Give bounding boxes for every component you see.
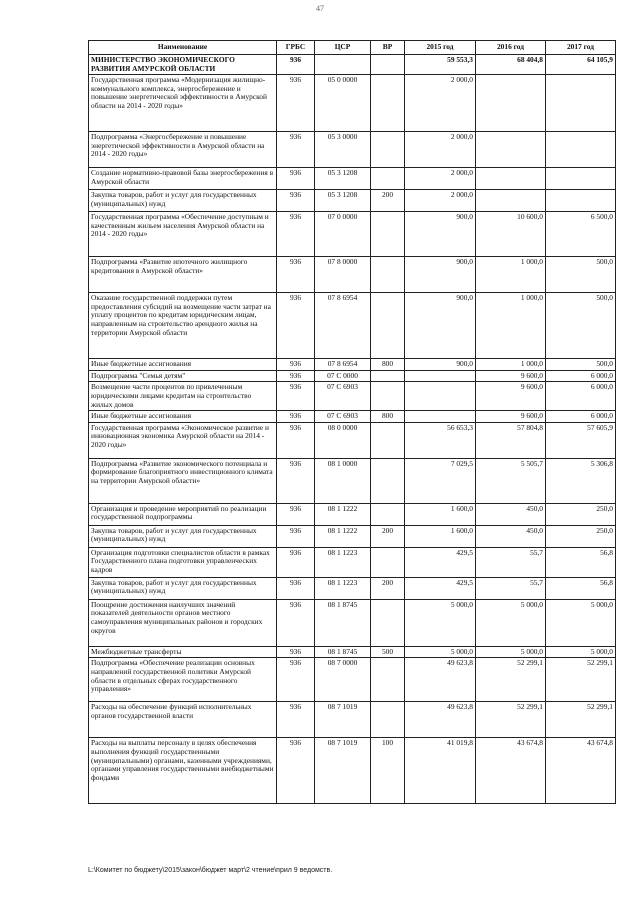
table-row [89, 525, 616, 547]
cell-2017: 500,0 [546, 359, 616, 371]
cell-2015: 49 623,8 [405, 658, 476, 702]
cell-grbs: 936 [277, 293, 315, 359]
cell-grbs: 936 [277, 370, 315, 382]
cell-2015: 5 000,0 [405, 646, 476, 658]
cell-2016: 55,7 [476, 547, 546, 577]
cell-2015: 41 019,8 [405, 738, 476, 804]
cell-2015: 5 000,0 [405, 599, 476, 646]
cell-2015: 59 553,3 [405, 55, 476, 75]
cell-vr [371, 382, 405, 411]
cell-vr [371, 75, 405, 132]
cell-vr [371, 702, 405, 738]
cell-2015: 2 000,0 [405, 168, 476, 190]
cell-grbs: 936 [277, 702, 315, 738]
cell-vr [371, 293, 405, 359]
cell-vr: 500 [371, 646, 405, 658]
cell-2016: 1 000,0 [476, 359, 546, 371]
cell-vr [371, 132, 405, 168]
cell-csr: 08 1 1222 [315, 503, 371, 525]
cell-csr: 08 1 0000 [315, 458, 371, 503]
cell-grbs: 936 [277, 75, 315, 132]
cell-2015: 429,5 [405, 547, 476, 577]
table-row [89, 132, 616, 168]
table-row [89, 212, 616, 257]
cell-vr [371, 257, 405, 293]
table-row [89, 702, 616, 738]
table-row [89, 411, 616, 423]
cell-name: Подпрограмма «Развитие экономического потенциала и формирование благоприятного инвестиционного климата на территории Амурской области» [89, 458, 277, 503]
cell-grbs: 936 [277, 422, 315, 458]
cell-2016: 9 600,0 [476, 411, 546, 423]
cell-2017: 500,0 [546, 293, 616, 359]
cell-2017: 56,8 [546, 577, 616, 599]
table-row [89, 547, 616, 577]
cell-name: Закупка товаров, работ и услуг для государственных (муниципальных) нужд [89, 577, 277, 599]
footer-file-path: L:\Комитет по бюджету\2015\закон\бюджет март\2 чтение\прил 9 ведомств. [88, 867, 333, 874]
cell-vr: 100 [371, 738, 405, 804]
cell-2017: 6 000,0 [546, 370, 616, 382]
cell-csr: 08 7 0000 [315, 658, 371, 702]
cell-2017: 57 605,9 [546, 422, 616, 458]
cell-csr: 07 0 0000 [315, 212, 371, 257]
cell-2017: 5 306,8 [546, 458, 616, 503]
cell-2016: 5 000,0 [476, 646, 546, 658]
cell-2017 [546, 75, 616, 132]
cell-2016 [476, 190, 546, 212]
cell-grbs: 936 [277, 503, 315, 525]
cell-vr: 200 [371, 577, 405, 599]
cell-name: Возмещение части процентов по привлеченным юридическими лицами кредитам на строительство жилых домов [89, 382, 277, 411]
cell-grbs: 936 [277, 547, 315, 577]
cell-grbs: 936 [277, 168, 315, 190]
cell-name: Государственная программа «Обеспечение доступным и качественным жильем населения Амурской области на 2014 - 2020 годы» [89, 212, 277, 257]
cell-2016: 52 299,1 [476, 702, 546, 738]
header-2017: 2017 год [546, 41, 616, 55]
table-row [89, 599, 616, 646]
cell-csr: 08 1 1223 [315, 547, 371, 577]
cell-2016: 10 600,0 [476, 212, 546, 257]
cell-grbs: 936 [277, 382, 315, 411]
cell-vr [371, 168, 405, 190]
cell-2016: 5 000,0 [476, 599, 546, 646]
table-row [89, 359, 616, 371]
cell-grbs: 936 [277, 458, 315, 503]
cell-grbs: 936 [277, 658, 315, 702]
cell-2016: 57 804,8 [476, 422, 546, 458]
cell-2016: 43 674,8 [476, 738, 546, 804]
header-vr: ВР [371, 41, 405, 55]
table-row [89, 293, 616, 359]
cell-2015: 900,0 [405, 293, 476, 359]
cell-csr: 08 7 1019 [315, 738, 371, 804]
cell-name: Расходы на выплаты персоналу в целях обеспечения выполнения функций государственными (муниципальными) органами, казенными учреждениями, органами управления государственными внебюджетными фондами [89, 738, 277, 804]
table-row [89, 382, 616, 411]
cell-name: Государственная программа «Экономическое развитие и инновационная экономика Амурской области на 2014 - 2020 годы» [89, 422, 277, 458]
cell-vr: 800 [371, 411, 405, 423]
table-row [89, 190, 616, 212]
table-row [89, 503, 616, 525]
cell-2016: 9 600,0 [476, 382, 546, 411]
cell-grbs: 936 [277, 525, 315, 547]
cell-name: Межбюджетные трансферты [89, 646, 277, 658]
cell-csr: 07 С 0000 [315, 370, 371, 382]
cell-2017: 6 000,0 [546, 382, 616, 411]
header-grbs: ГРБС [277, 41, 315, 55]
cell-2017: 52 299,1 [546, 658, 616, 702]
cell-grbs: 936 [277, 411, 315, 423]
cell-2015: 56 653,3 [405, 422, 476, 458]
cell-2016: 68 404,8 [476, 55, 546, 75]
cell-2017: 250,0 [546, 525, 616, 547]
table-row [89, 577, 616, 599]
cell-2017: 250,0 [546, 503, 616, 525]
cell-2015 [405, 370, 476, 382]
cell-2015: 49 623,8 [405, 702, 476, 738]
cell-2017 [546, 168, 616, 190]
cell-name: Закупка товаров, работ и услуг для государственных (муниципальных) нужд [89, 525, 277, 547]
table-row [89, 75, 616, 132]
cell-2015: 2 000,0 [405, 132, 476, 168]
cell-2015: 900,0 [405, 359, 476, 371]
cell-name: Иные бюджетные ассигнования [89, 411, 277, 423]
table-row [89, 646, 616, 658]
cell-2015 [405, 411, 476, 423]
cell-name: Иные бюджетные ассигнования [89, 359, 277, 371]
cell-csr: 05 0 0000 [315, 75, 371, 132]
cell-csr: 08 1 1223 [315, 577, 371, 599]
cell-2016: 5 505,7 [476, 458, 546, 503]
cell-name: Подпрограмма «Энергосбережение и повышение энергетической эффективности в Амурской области на 2014 - 2020 годы» [89, 132, 277, 168]
cell-2016 [476, 75, 546, 132]
cell-csr: 07 8 6954 [315, 293, 371, 359]
cell-csr: 07 С 6903 [315, 382, 371, 411]
table-row [89, 658, 616, 702]
cell-name: МИНИСТЕРСТВО ЭКОНОМИЧЕСКОГО РАЗВИТИЯ АМУРСКОЙ ОБЛАСТИ [89, 55, 277, 75]
cell-grbs: 936 [277, 359, 315, 371]
cell-vr [371, 458, 405, 503]
cell-2016: 52 299,1 [476, 658, 546, 702]
cell-vr [371, 212, 405, 257]
cell-2017: 5 000,0 [546, 599, 616, 646]
cell-vr [371, 370, 405, 382]
cell-grbs: 936 [277, 132, 315, 168]
table-row [89, 168, 616, 190]
cell-name: Создание нормативно-правовой базы энергосбережения в Амурской области [89, 168, 277, 190]
cell-name: Подпрограмма "Семья детям" [89, 370, 277, 382]
cell-2017: 56,8 [546, 547, 616, 577]
cell-2015: 1 600,0 [405, 525, 476, 547]
cell-2016 [476, 168, 546, 190]
cell-2015: 429,5 [405, 577, 476, 599]
cell-csr [315, 55, 371, 75]
header-2015: 2015 год [405, 41, 476, 55]
cell-grbs: 936 [277, 599, 315, 646]
cell-2017 [546, 132, 616, 168]
header-csr: ЦСР [315, 41, 371, 55]
cell-csr: 08 1 1222 [315, 525, 371, 547]
budget-table [88, 40, 616, 804]
cell-2017 [546, 190, 616, 212]
cell-csr: 05 3 1208 [315, 190, 371, 212]
cell-csr: 08 1 8745 [315, 599, 371, 646]
cell-csr: 08 7 1019 [315, 702, 371, 738]
cell-grbs: 936 [277, 738, 315, 804]
cell-2016: 450,0 [476, 503, 546, 525]
cell-vr [371, 547, 405, 577]
table-row [89, 257, 616, 293]
header-2016: 2016 год [476, 41, 546, 55]
table-body [89, 55, 616, 804]
cell-vr: 200 [371, 525, 405, 547]
cell-grbs: 936 [277, 646, 315, 658]
cell-2016: 55,7 [476, 577, 546, 599]
cell-2015: 2 000,0 [405, 75, 476, 132]
cell-csr: 08 0 0000 [315, 422, 371, 458]
cell-name: Организация и проведение мероприятий по реализации государственной подпрограммы [89, 503, 277, 525]
table-row [89, 738, 616, 804]
cell-csr: 05 3 0000 [315, 132, 371, 168]
cell-csr: 07 8 6954 [315, 359, 371, 371]
cell-vr: 800 [371, 359, 405, 371]
cell-name: Поощрение достижения наилучших значений показателей деятельности органов местного самоуправления муниципальных районов и городских округов [89, 599, 277, 646]
cell-vr [371, 503, 405, 525]
cell-2017: 43 674,8 [546, 738, 616, 804]
header-name: Наименование [89, 41, 277, 55]
table-row [89, 370, 616, 382]
cell-2017: 6 000,0 [546, 411, 616, 423]
cell-2017: 500,0 [546, 257, 616, 293]
table-header-row [89, 41, 616, 55]
cell-grbs: 936 [277, 55, 315, 75]
cell-2015: 2 000,0 [405, 190, 476, 212]
cell-2017: 64 105,9 [546, 55, 616, 75]
cell-2016: 450,0 [476, 525, 546, 547]
cell-2015: 900,0 [405, 212, 476, 257]
cell-csr: 05 3 1208 [315, 168, 371, 190]
cell-2016: 1 000,0 [476, 293, 546, 359]
cell-vr [371, 658, 405, 702]
page-number: 47 [316, 4, 324, 13]
table-row [89, 422, 616, 458]
cell-2016: 9 600,0 [476, 370, 546, 382]
cell-name: Организация подготовки специалистов области в рамках Государственного плана подготовки управленческих кадров [89, 547, 277, 577]
cell-grbs: 936 [277, 257, 315, 293]
cell-2017: 6 500,0 [546, 212, 616, 257]
cell-vr [371, 599, 405, 646]
cell-csr: 08 1 8745 [315, 646, 371, 658]
cell-2015: 7 029,5 [405, 458, 476, 503]
cell-2015 [405, 382, 476, 411]
cell-2017: 52 299,1 [546, 702, 616, 738]
cell-name: Расходы на обеспечение функций исполнительных органов государственной власти [89, 702, 277, 738]
cell-2016: 1 000,0 [476, 257, 546, 293]
cell-grbs: 936 [277, 190, 315, 212]
cell-grbs: 936 [277, 577, 315, 599]
cell-name: Закупка товаров, работ и услуг для государственных (муниципальных) нужд [89, 190, 277, 212]
cell-grbs: 936 [277, 212, 315, 257]
cell-name: Оказание государственной поддержки путем предоставления субсидий на возмещение части затрат на уплату процентов по кредитам юридическим лицам, направленным на строительство арендного жилья на территории Амурской области [89, 293, 277, 359]
cell-name: Подпрограмма «Обеспечение реализации основных направлений государственной политики Амурской области в отдельных сферах государственного управления» [89, 658, 277, 702]
cell-2017: 5 000,0 [546, 646, 616, 658]
cell-csr: 07 С 6903 [315, 411, 371, 423]
cell-vr [371, 55, 405, 75]
cell-name: Государственная программа «Модернизация жилищно-коммунального комплекса, энергосбережение и повышение энергетической эффективности в Амурской области на 2014 - 2020 годы» [89, 75, 277, 132]
cell-vr [371, 422, 405, 458]
cell-2015: 900,0 [405, 257, 476, 293]
table-row [89, 458, 616, 503]
cell-2016 [476, 132, 546, 168]
cell-csr: 07 8 0000 [315, 257, 371, 293]
cell-vr: 200 [371, 190, 405, 212]
table-row [89, 55, 616, 75]
cell-name: Подпрограмма «Развитие ипотечного жилищного кредитования в Амурской области» [89, 257, 277, 293]
cell-2015: 1 600,0 [405, 503, 476, 525]
